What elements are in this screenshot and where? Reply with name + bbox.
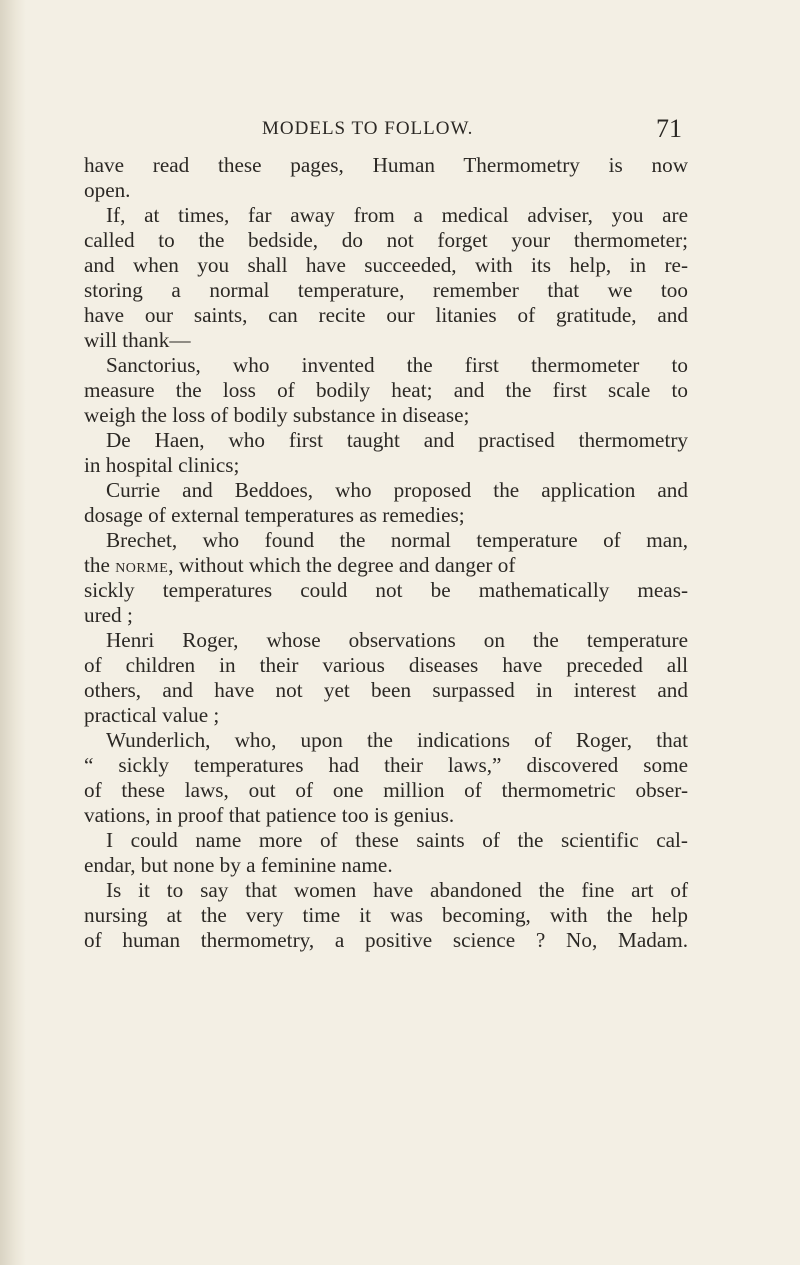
text-line: storing a normal temperature, remember that we too xyxy=(84,278,688,302)
text-line: endar, but none by a feminine name. xyxy=(84,853,393,877)
text-line: Brechet, who found the normal temperature of man, xyxy=(106,528,688,552)
text-line: dosage of external temperatures as remedies; xyxy=(84,503,465,527)
text-line: I could name more of these saints of the scientific cal- xyxy=(106,828,688,852)
text-line: Henri Roger, whose observations on the temperature xyxy=(106,628,688,652)
text-fragment: , without which the degree and danger of xyxy=(168,553,516,577)
text-line: open. xyxy=(84,178,131,202)
text-line: vations, in proof that patience too is genius. xyxy=(84,803,455,827)
text-line: nursing at the very time it was becoming, with the help xyxy=(84,903,688,927)
page-number: 71 xyxy=(656,114,682,143)
text-line: and when you shall have succeeded, with its help, in re- xyxy=(84,253,688,277)
text-line: measure the loss of bodily heat; and the first scale to xyxy=(84,378,688,402)
text-line: others, and have not yet been surpassed in interest and xyxy=(84,678,688,702)
text-line: called to the bedside, do not forget your thermometer; xyxy=(84,228,688,252)
text-line: “ sickly temperatures had their laws,” discovered some xyxy=(84,753,688,777)
text-line: Currie and Beddoes, who proposed the application and xyxy=(106,478,688,502)
text-line: practical value ; xyxy=(84,703,220,727)
text-line: in hospital clinics; xyxy=(84,453,240,477)
text-line: sickly temperatures could not be mathematically meas- xyxy=(84,578,688,602)
text-line: of children in their various diseases have preceded all xyxy=(84,653,688,677)
text-line: will thank— xyxy=(84,328,191,352)
text-line: weigh the loss of bodily substance in disease; xyxy=(84,403,470,427)
text-line: Sanctorius, who invented the first thermometer to xyxy=(106,353,688,377)
text-line: Wunderlich, who, upon the indications of Roger, that xyxy=(106,728,688,752)
norme-term: norme xyxy=(115,556,169,577)
text-line: ured ; xyxy=(84,603,133,627)
running-head: MODELS TO FOLLOW. xyxy=(262,118,474,139)
text-line: of human thermometry, a positive science ? No, Madam. xyxy=(84,928,688,952)
text-line: of these laws, out of one million of thermometric obser- xyxy=(84,778,688,802)
text-line: If, at times, far away from a medical adviser, you are xyxy=(106,203,688,227)
text-fragment: the xyxy=(84,553,110,577)
text-line: Is it to say that women have abandoned the fine art of xyxy=(106,878,688,902)
page-edge-shadow xyxy=(0,0,26,1265)
text-line xyxy=(84,553,688,578)
text-line: have our saints, can recite our litanies of gratitude, and xyxy=(84,303,688,327)
text-line: have read these pages, Human Thermometry is now xyxy=(84,153,688,177)
body-text xyxy=(84,153,688,953)
text-line: De Haen, who first taught and practised thermometry xyxy=(106,428,688,452)
page-header xyxy=(262,114,682,144)
